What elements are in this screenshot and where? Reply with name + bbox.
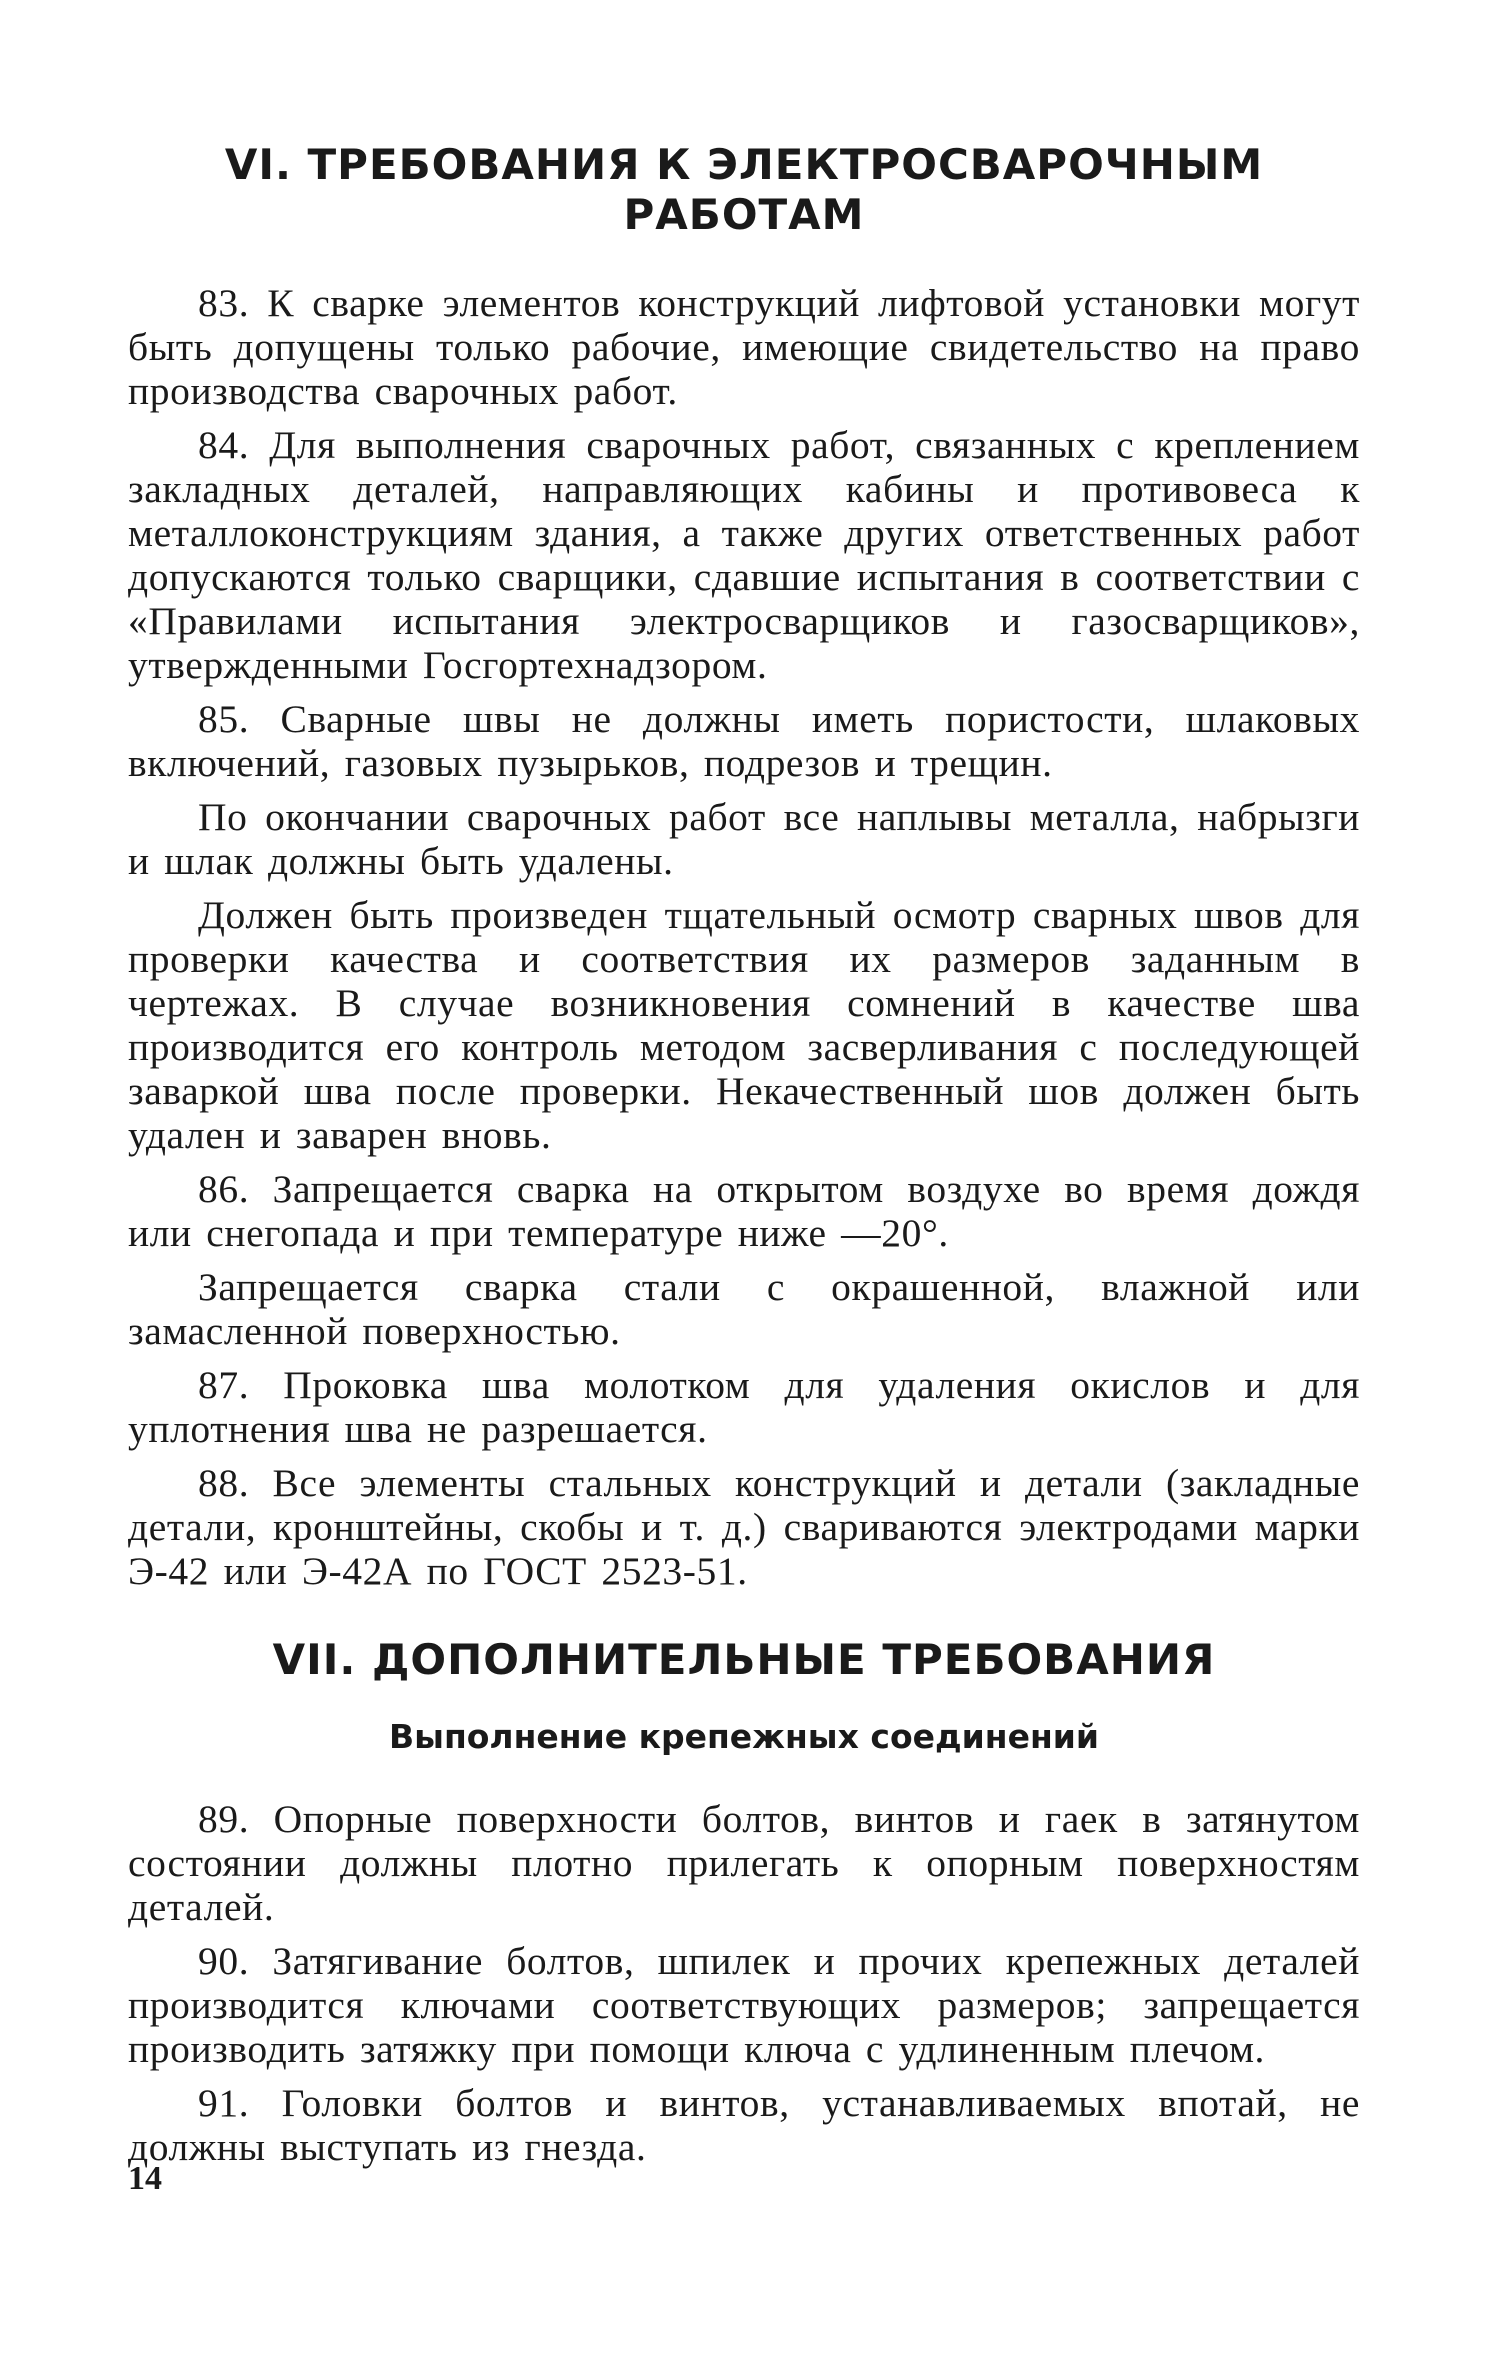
paragraph-85-inspection: Должен быть произведен тщательный осмотр сварных швов для проверки качества и соответствия их размеров заданным в чертежах. В случае возникновения сомнений в качестве шва производится его контроль методом засверливания с последующей заваркой шва после проверки. Некачественный шов должен быть удален и заварен вновь. [128,892,1360,1157]
paragraph-84: 84. Для выполнения сварочных работ, связанных с креплением закладных деталей, направляющих кабины и противовеса к металлоконструкциям здания, а также других ответственных работ допускаются только сварщики, сдавшие испытания в соответствии с «Правилами испытания электросварщиков и газосварщиков», утвержденными Госгортехнадзором. [128,422,1360,687]
paragraph-91: 91. Головки болтов и винтов, устанавливаемых впотай, не должны выступать из гнезда. [128,2080,1360,2169]
section-7-heading: VII. ДОПОЛНИТЕЛЬНЫЕ ТРЕБОВАНИЯ [272,1634,1216,1684]
paragraph-86-surface: Запрещается сварка стали с окрашенной, влажной или замасленной поверхностью. [128,1264,1360,1353]
paragraph-88: 88. Все элементы стальных конструкций и детали (закладные детали, кронштейны, скобы и т. д.) свариваются электродами марки Э-42 или Э-42А по ГОСТ 2523-51. [128,1460,1360,1593]
document-page [128,140,1360,2179]
section-7-subheading: Выполнение крепежных соединений [388,1717,1100,1757]
page-number: 14 [128,2160,162,2197]
section-6-heading: VI. ТРЕБОВАНИЯ К ЭЛЕКТРОСВАРОЧНЫМ РАБОТАМ [224,140,1264,240]
paragraph-85-cleanup: По окончании сварочных работ все наплывы металла, набрызги и шлак должны быть удалены. [128,794,1360,883]
paragraph-87: 87. Проковка шва молотком для удаления окислов и для уплотнения шва не разрешается. [128,1362,1360,1451]
paragraph-90: 90. Затягивание болтов, шпилек и прочих крепежных деталей производится ключами соответствующих размеров; запрещается производить затяжку при помощи ключа с удлиненным плечом. [128,1938,1360,2071]
paragraph-89: 89. Опорные поверхности болтов, винтов и гаек в затянутом состоянии должны плотно прилегать к опорным поверхностям деталей. [128,1796,1360,1929]
paragraph-83: 83. К сварке элементов конструкций лифтовой установки могут быть допущены только рабочие, имеющие свидетельство на право производства сварочных работ. [128,280,1360,413]
paragraph-85: 85. Сварные швы не должны иметь пористости, шлаковых включений, газовых пузырьков, подрезов и трещин. [128,696,1360,785]
paragraph-86: 86. Запрещается сварка на открытом воздухе во время дождя или снегопада и при температуре ниже —20°. [128,1166,1360,1255]
